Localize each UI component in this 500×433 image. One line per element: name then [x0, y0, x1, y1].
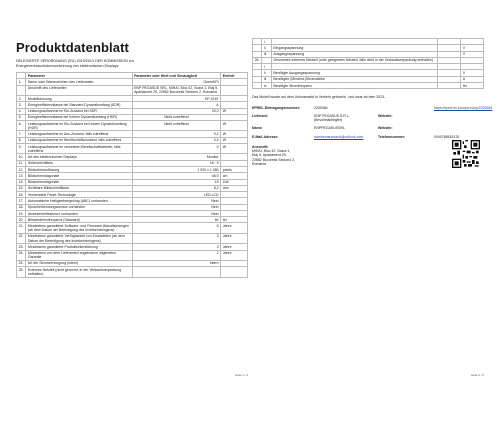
row-subitem: iii [262, 51, 271, 57]
row-unit: pixels [221, 166, 248, 172]
power-supply-table [252, 38, 484, 89]
row-unit: V [461, 70, 484, 76]
eprel-label [378, 106, 432, 110]
row-value: 3 [132, 233, 221, 243]
row-value: 5 [132, 223, 221, 233]
row-number [17, 85, 26, 95]
row-number: 7. [17, 131, 26, 137]
row-unit: W [221, 108, 248, 114]
row-parameter: Leistungsaufnahme im vernetzten Bereitschaftsbetrieb, falls zutreffend [26, 144, 132, 154]
address-line: Romania [252, 161, 267, 166]
row-subitem: iii [262, 76, 271, 82]
row-value: A [132, 102, 221, 108]
row-unit: Zoll [221, 179, 248, 185]
row-value: 20,0 [132, 108, 221, 114]
row-parameter: Energieeffizienzklasse bei hohem Dynamikumfang (HDR) [26, 114, 132, 120]
row-value: 0,2 [132, 131, 221, 137]
table-row [17, 267, 248, 277]
row-value: 19 [132, 179, 221, 185]
row-number: 14. [17, 179, 26, 185]
row-parameter: Art des elektronischen Displays [26, 154, 132, 160]
row-number: 21. [17, 223, 26, 233]
eprel-label: Lieferant: [252, 113, 268, 118]
row-number: 25. [17, 267, 26, 277]
row-subitem: ii [262, 70, 271, 76]
row-parameter: Leistungsaufnahme im Ein-Zustand bei hohem Dynamikumfang (HDR) [26, 121, 132, 131]
row-number: 13. [17, 173, 26, 179]
row-parameter: Automatische Helligkeitsregelung (ABC) vorhanden [26, 198, 132, 204]
datasheet-page-1 [16, 38, 248, 378]
row-unit: W [221, 137, 248, 143]
row-parameter: Bildwiederholfrequenz (Standard) [26, 217, 132, 223]
row-value [132, 267, 221, 277]
row-parameter: Art der Stromversorgung (intern) [26, 260, 132, 266]
row-value: Nein [132, 210, 221, 216]
qr-code-icon[interactable] [452, 140, 480, 168]
parameter-table-body [17, 79, 248, 277]
row-number: 1. [17, 79, 26, 85]
row-unit [221, 267, 248, 277]
row-number: 24. [17, 250, 26, 260]
header-parameter: Parameter [26, 73, 132, 79]
parameter-table [16, 72, 248, 278]
row-number: 2. [17, 95, 26, 101]
row-unit: dm² [221, 185, 248, 191]
supplier-address [252, 145, 484, 166]
row-unit: cm [221, 173, 248, 179]
row-number: 20. [17, 217, 26, 223]
row-parameter: Anwesenheitssensor vorhanden [26, 210, 132, 216]
row-parameter: Seitenverhältnis [26, 160, 132, 166]
table-row [17, 121, 248, 131]
row-parameter: Mindestens garantierte Produktunterstützung [26, 244, 132, 250]
row-value: 8,2 [132, 185, 221, 191]
row-parameter: Bildschirmauflösung [26, 166, 132, 172]
row-value: 0,4 [132, 137, 221, 143]
row-number: 10. [17, 154, 26, 160]
row-value: 0 [132, 144, 221, 154]
row-parameter: Genormtes externes Netzteil (oder geeignetes Netzteil, falls nicht in der Verkaufsverpackung enthalten) [271, 57, 437, 63]
row-unit [221, 85, 248, 95]
row-parameter: Leistungsaufnahme im Aus-Zustand, falls zutreffend [26, 131, 132, 137]
eprel-value [434, 114, 490, 122]
row-number: 5. [17, 114, 26, 120]
row-unit: V [461, 45, 484, 51]
row-parameter: Energieeffizienzklasse bei Standard Dynamikumfang (SDR) [26, 102, 132, 108]
eprel-label: Name: [252, 126, 263, 131]
row-value: Nein [132, 204, 221, 210]
row-value: 1 920 x 1 080 [132, 166, 221, 172]
table-row [17, 250, 248, 260]
row-parameter: Ausgangsspannung [271, 51, 437, 57]
row-number: 19. [17, 210, 26, 216]
eprel-label: EPREL-Eintragungsnummer: [252, 105, 301, 110]
row-unit: Jahre [221, 244, 248, 250]
row-parameter: Modellkennung [26, 95, 132, 101]
row-number: 22. [17, 233, 26, 243]
row-parameter: Leistungsaufnahme im Ein-Zustand bei SDR [26, 108, 132, 114]
row-value: GeemKPI [132, 79, 221, 85]
row-parameter: Sichtbare Bildschirmfläche [26, 185, 132, 191]
intro-line: Energieverbrauchskennzeichnung von elektronischen Displays [16, 64, 119, 68]
power-supply-table-body [253, 39, 484, 89]
row-parameter: Benötigter (Mindest-)Stromstärke [271, 76, 437, 82]
row-value [438, 82, 461, 88]
row-parameter: Spracherkennungssensor vorhanden [26, 204, 132, 210]
address-line: 22882 Bucuresti Sectorul 2, [252, 157, 295, 162]
row-unit: W [221, 144, 248, 154]
row-parameter: Benötigte Ausgangsspannung [271, 70, 437, 76]
regulation-intro [16, 59, 248, 69]
row-parameter: Mindestens von dem Lieferanten angebotene allgemeine Garantie [26, 250, 132, 260]
row-number: 18. [17, 204, 26, 210]
row-value: EP-0187 [132, 95, 221, 101]
header-value: Parameter oder Wert und Genauigkeit [132, 73, 221, 79]
row-number: 16. [17, 192, 26, 198]
eprel-value: 0040768515176 [434, 134, 460, 139]
eprel-info [252, 105, 493, 139]
row-value: Nein [132, 198, 221, 204]
row-unit: W [221, 131, 248, 137]
row-value: 60 [132, 217, 221, 223]
row-parameter: Leistungsaufnahme im Bereitschaftszustand, falls zutreffend [26, 137, 132, 143]
row-value: Monitor [132, 154, 221, 160]
row-number: 3. [17, 102, 26, 108]
row-value: 16 : 9 [132, 160, 221, 166]
row-parameter: Bildschirmdiagonale [26, 173, 132, 179]
address-line: MIHAI, Bloc 42, Scara 1, [252, 149, 291, 154]
row-parameter: Externes Netzteil (nicht genormt, in der Verkaufsverpackung enthalten) [26, 267, 132, 277]
row-number: 8. [17, 137, 26, 143]
header-unit: Einheit [221, 73, 248, 79]
eprel-label: Website: [378, 126, 393, 131]
row-unit: Hz [221, 217, 248, 223]
table-row [17, 85, 248, 95]
row-parameter: Bildschirmdiagonale [26, 179, 132, 185]
row-number: 24. [17, 260, 26, 266]
eprel-label: E-Mail-Adresse: [252, 134, 279, 139]
row-value: LED LCD [132, 192, 221, 198]
eprel-value[interactable]: https://eprel.ec.europa.eu/qr/2230364 [434, 105, 493, 110]
page-footer: seite 1 / 2 [234, 373, 248, 377]
eprel-value [434, 126, 490, 130]
row-parameter: Mindestens garantierte Software- und Firmware-Aktualisierungen (ab dem Datum der Beendigung des Inverkehrbringens) [26, 223, 132, 233]
address-label: Anschrift: [252, 144, 269, 149]
row-value: 2 [132, 250, 221, 260]
row-number: 17. [17, 198, 26, 204]
row-number: 12. [17, 166, 26, 172]
row-parameter: Mindestens garantierte Verfügbarkeit von Ersatzteilen (ab dem Datum der Beendigung des Inverkehrbringens) [26, 233, 132, 243]
row-value: Nicht zutreffend [132, 114, 221, 120]
row-number: 11. [17, 160, 26, 166]
eprel-value: ENP PEGASUS S.R.L. (Bevollmächtigter) [314, 113, 350, 123]
row-parameter: Anschrift des Lieferanten [26, 85, 132, 95]
row-value: Nicht zutreffend [132, 121, 221, 131]
row-parameter: Eingangsspannung [271, 45, 437, 51]
eprel-value: ENPPEGASUSSRL [314, 126, 345, 131]
table-row [17, 223, 248, 233]
intro-line: DELEGIERTE VERORDNUNG (EU) 2019/2013 DER KOMMISSION zur [16, 59, 134, 63]
row-value: Intern [132, 260, 221, 266]
row-subitem: i [262, 64, 271, 70]
row-subitem: ii [262, 45, 271, 51]
row-unit: Hz [461, 82, 484, 88]
row-number: 6. [17, 121, 26, 131]
row-value: 46,9 [132, 173, 221, 179]
row-parameter: Benötigte Stromfrequenz [271, 82, 437, 88]
row-number: 4. [17, 108, 26, 114]
row-subitem: iv [262, 82, 271, 88]
row-number: 26. [253, 57, 262, 63]
page-footer: seite 2 / 2 [470, 373, 484, 377]
eprel-label: Telefonnummer: [378, 134, 406, 139]
eprel-value[interactable]: marinemarcmack@outlook.com [314, 134, 364, 139]
row-number: 23. [17, 244, 26, 250]
eprel-value: 2230364 [314, 105, 328, 110]
row-subitem: i [262, 39, 271, 45]
table-row [17, 233, 248, 243]
row-unit: Jahre [221, 233, 248, 243]
row-unit: Jahre [221, 250, 248, 260]
row-number: 9. [17, 144, 26, 154]
row-parameter: Name oder Warenzeichen des Lieferanten [26, 79, 132, 85]
market-placement-note: Das Modell wurde auf dem Unionsmarkt in Verkehr gebracht , und zwar ab dem 2023- [252, 95, 386, 100]
row-unit: V [461, 51, 484, 57]
address-line: Etaj 5, Apartament 29, [252, 153, 287, 158]
row-number [253, 82, 262, 88]
row-unit: W [221, 121, 248, 131]
row-value: 3 [132, 244, 221, 250]
eprel-label: Website: [378, 113, 393, 118]
row-unit: A [461, 76, 484, 82]
row-value: ENP PEGASUS SRL, MIHAI, Bloc 42, Scara 1, Etaj 5, Apartament 29, 22882 Bucuresti Sectorul 2, Romania [132, 85, 221, 95]
page-title: Produktdatenblatt [16, 40, 129, 55]
table-row [17, 144, 248, 154]
row-parameter: Verwendete Panel-Technologie [26, 192, 132, 198]
table-row [253, 82, 484, 88]
row-number: 15. [17, 185, 26, 191]
datasheet-page-2 [252, 38, 493, 378]
row-unit: Jahre [221, 223, 248, 233]
